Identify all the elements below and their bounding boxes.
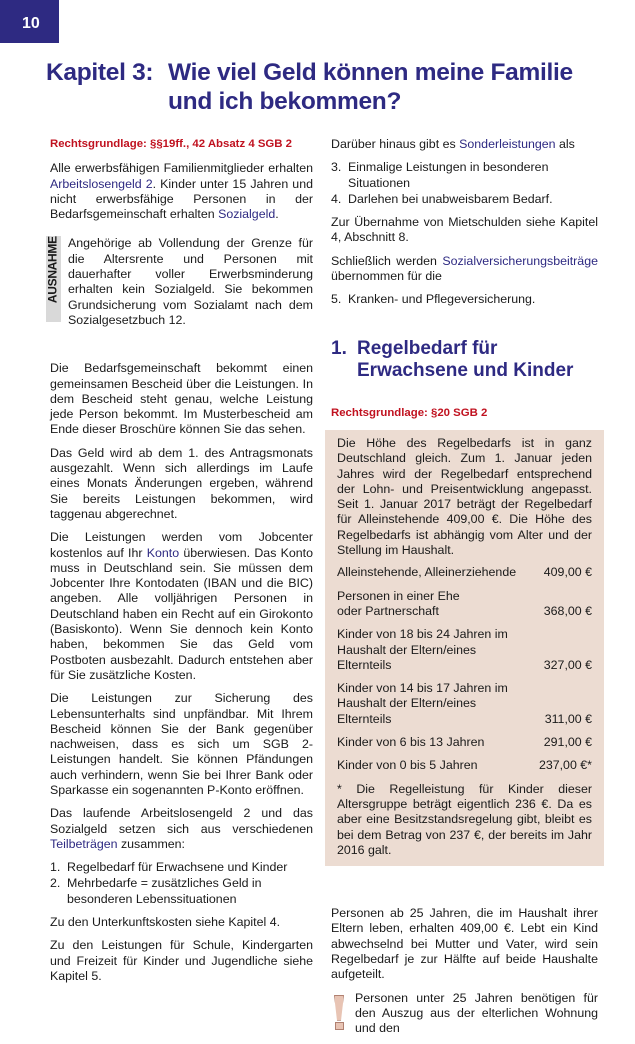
rate-value: 311,00 €	[544, 711, 592, 726]
text: . Kinder unter 15 Jahren und nicht erwerbsfähige Personen in der Bedarfsgemeinschaft erhalten	[50, 176, 313, 222]
exception-text: Angehörige ab Vollendung der Grenze für die Altersrente und Personen mit dauerhafter voller Erwerbsminderung erhalten kein Sozialgeld. Sie bekommen Grundsicherung vom Sozialamt nach dem Sozialgesetzbuch 12.	[68, 236, 313, 327]
glossary-link-teilbetraegen[interactable]: Teilbeträgen	[50, 836, 118, 851]
list-text: Mehrbedarfe = zusätzliches Geld in besonderen Lebenssituationen	[67, 876, 262, 906]
list-item	[331, 160, 598, 191]
rate-row	[337, 565, 592, 580]
numbered-list	[50, 860, 313, 907]
text: zusammen:	[117, 836, 185, 851]
rate-row	[337, 681, 592, 727]
rate-row	[337, 758, 592, 773]
paragraph: Die Leistungen zur Sicherung des Lebensunterhalts sind unpfändbar. Mit Ihrem Bescheid können Sie der Bank gegenüber nachweisen, dass es sich um SGB 2-Leistungen handelt. Sie können Pfändungen auch verhindern, wenn Sie bei Ihrer Bank oder Sparkasse ein sogenannten P-Konto eröffnen.	[50, 691, 313, 797]
rate-value: 368,00 €	[543, 603, 592, 618]
text: Schließlich werden	[331, 253, 443, 268]
paragraph: Die Bedarfsgemeinschaft bekommt einen gemeinsamen Bescheid über die Leistungen. In dem Bescheid steht genau, welche Leistung jede Person bekommt. Im Musterbescheid am Ende dieser Broschüre können Sie das sehen.	[50, 361, 313, 437]
section-heading	[331, 338, 598, 382]
text: Darüber hinaus gibt es	[331, 137, 460, 151]
rate-label: Kinder von 18 bis 24 Jahren im Haushalt der Eltern/eines Elternteils	[337, 627, 508, 672]
chapter-title-line2: und ich bekommen?	[168, 88, 402, 115]
exception-label: AUSNAHME	[45, 236, 60, 304]
text: als	[555, 137, 575, 151]
paragraph: Zu den Unterkunftskosten siehe Kapitel 4.	[50, 915, 281, 930]
rate-value: 237,00 €*	[538, 758, 592, 773]
rates-box	[325, 430, 604, 866]
rate-value: 291,00 €	[543, 735, 592, 750]
chapter-label: Kapitel 3:	[46, 59, 154, 86]
exception-label-bar	[46, 236, 61, 322]
footnote: * Die Regelleistung für Kinder dieser Altersgruppe beträgt eigentlich 236 €. Da es aber eine Besitzstandsregelung gibt, bleibt es bei dem Betrag von 237 €, der bereits im Jahr 2016 galt.	[337, 781, 592, 857]
rate-label: Personen in einer Ehe oder Partnerschaft	[337, 588, 460, 618]
warning-note	[331, 991, 598, 1044]
paragraph: Personen ab 25 Jahren, die im Haushalt ihrer Eltern leben, erhalten 409,00 €. Lebt ein Kind abwechselnd bei Mutter und Vater, wird sein Regelbedarf je zur Hälfte auf beide Haushalte aufgeteilt.	[331, 906, 598, 982]
numbered-list	[331, 160, 598, 207]
paragraph: Das Geld wird ab dem 1. des Antragsmonats ausgezahlt. Wenn sich allerdings im Laufe eines Monats Änderungen ergeben, während Sie bereits Leistungen bekommen, wird taggenau abgerechnet.	[50, 445, 313, 521]
paragraph	[50, 530, 313, 683]
list-number: 4.	[331, 191, 342, 206]
list-number: 3.	[331, 160, 342, 175]
list-text: Darlehen bei unabweisbarem Bedarf.	[348, 191, 553, 206]
list-item	[50, 876, 313, 907]
list-number: 2.	[50, 876, 61, 891]
text: Alle erwerbsfähigen Familienmitglieder erhalten	[50, 161, 313, 176]
rate-row	[337, 735, 592, 750]
list-item	[331, 192, 598, 207]
paragraph	[331, 137, 598, 152]
chapter-title-line1: Wie viel Geld können meine Familie	[168, 59, 573, 86]
right-column	[331, 137, 598, 1044]
section-number: 1.	[331, 337, 347, 359]
warning-text: Personen unter 25 Jahren benötigen für den Auszug aus der elterlichen Wohnung und den	[355, 990, 598, 1036]
left-column	[45, 137, 313, 992]
legal-basis: Rechtsgrundlage: §§19ff., 42 Absatz 4 SGB 2	[50, 138, 293, 150]
numbered-list	[331, 292, 598, 307]
rate-row	[337, 589, 592, 620]
list-text: Regelbedarf für Erwachsene und Kinder	[67, 860, 288, 875]
section-title: Regelbedarf für Erwachsene und Kinder	[357, 337, 574, 381]
list-item	[331, 292, 598, 307]
exclamation-icon	[331, 991, 347, 1031]
glossary-link-sozialversicherungsbeitraege[interactable]: Sozialversicherungsbeiträge	[442, 253, 598, 268]
exception-note	[46, 236, 313, 328]
list-text: Kranken- und Pflegeversicherung.	[348, 292, 536, 307]
glossary-link-sozialgeld[interactable]: Sozialgeld	[218, 207, 276, 222]
rate-label: Kinder von 6 bis 13 Jahren	[337, 735, 485, 750]
text: .	[275, 207, 279, 222]
glossary-link-arbeitslosengeld[interactable]: Arbeitslosengeld 2	[50, 176, 153, 191]
chapter-title	[46, 58, 606, 116]
list-item	[50, 860, 313, 875]
text: Das laufende Arbeitslosengeld 2 und das Sozialgeld setzen sich aus verschiedenen	[50, 806, 313, 836]
glossary-link-konto[interactable]: Konto	[146, 545, 180, 560]
paragraph	[331, 254, 598, 285]
paragraph	[50, 806, 313, 852]
list-number: 5.	[331, 292, 342, 307]
intro-paragraph	[50, 161, 313, 222]
rate-label: Kinder von 14 bis 17 Jahren im Haushalt der Eltern/eines Elternteils	[337, 681, 508, 726]
rate-label: Kinder von 0 bis 5 Jahren	[337, 758, 478, 773]
legal-basis: Rechtsgrundlage: §20 SGB 2	[331, 406, 488, 419]
rate-value: 327,00 €	[543, 657, 592, 672]
rate-label: Alleinstehende, Alleinerziehende	[337, 565, 517, 580]
rates-intro: Die Höhe des Regelbedarfs ist in ganz Deutschland gleich. Zum 1. Januar jeden Jahres wird der Regelbedarf entsprechend der Lohn- und Preisentwicklung angepasst. Seit 1. Januar 2017 beträgt der Regelbedarf für Alleinstehende 409,00 €. Die Höhe des Regelbedarfs ist abhängig vom Alter und der Stellung im Haushalt.	[337, 435, 592, 558]
text: Die Leistungen werden vom Jobcenter kostenlos auf Ihr	[50, 530, 313, 560]
text: überwiesen. Das Konto muss in Deutschland sein. Sie müssen dem Jobcenter Ihre Kontodaten (IBAN und die BIC) angeben. Alle volljährigen Personen in Deutschland haben ein Recht auf ein Girokonto (Basiskonto). Wenn Sie dennoch kein Konto haben, bekommen Sie das Geld vom Postboten ausbezahlt. Dadurch entstehen aber für Sie zusätzliche Kosten.	[50, 545, 313, 682]
paragraph: Zur Übernahme von Mietschulden siehe Kapitel 4, Abschnitt 8.	[331, 215, 598, 245]
list-text: Einmalige Leistungen in besonderen Situationen	[348, 160, 549, 190]
paragraph: Zu den Leistungen für Schule, Kindergarten und Freizeit für Kinder und Jugendliche siehe Kapitel 5.	[50, 938, 313, 983]
page-number	[0, 0, 59, 43]
rate-value: 409,00 €	[543, 565, 592, 580]
text: übernommen für die	[331, 269, 442, 284]
glossary-link-sonderleistungen[interactable]: Sonderleistungen	[459, 137, 556, 151]
list-number: 1.	[50, 860, 61, 875]
rate-row	[337, 627, 592, 673]
page-number-text: 10	[22, 15, 40, 32]
